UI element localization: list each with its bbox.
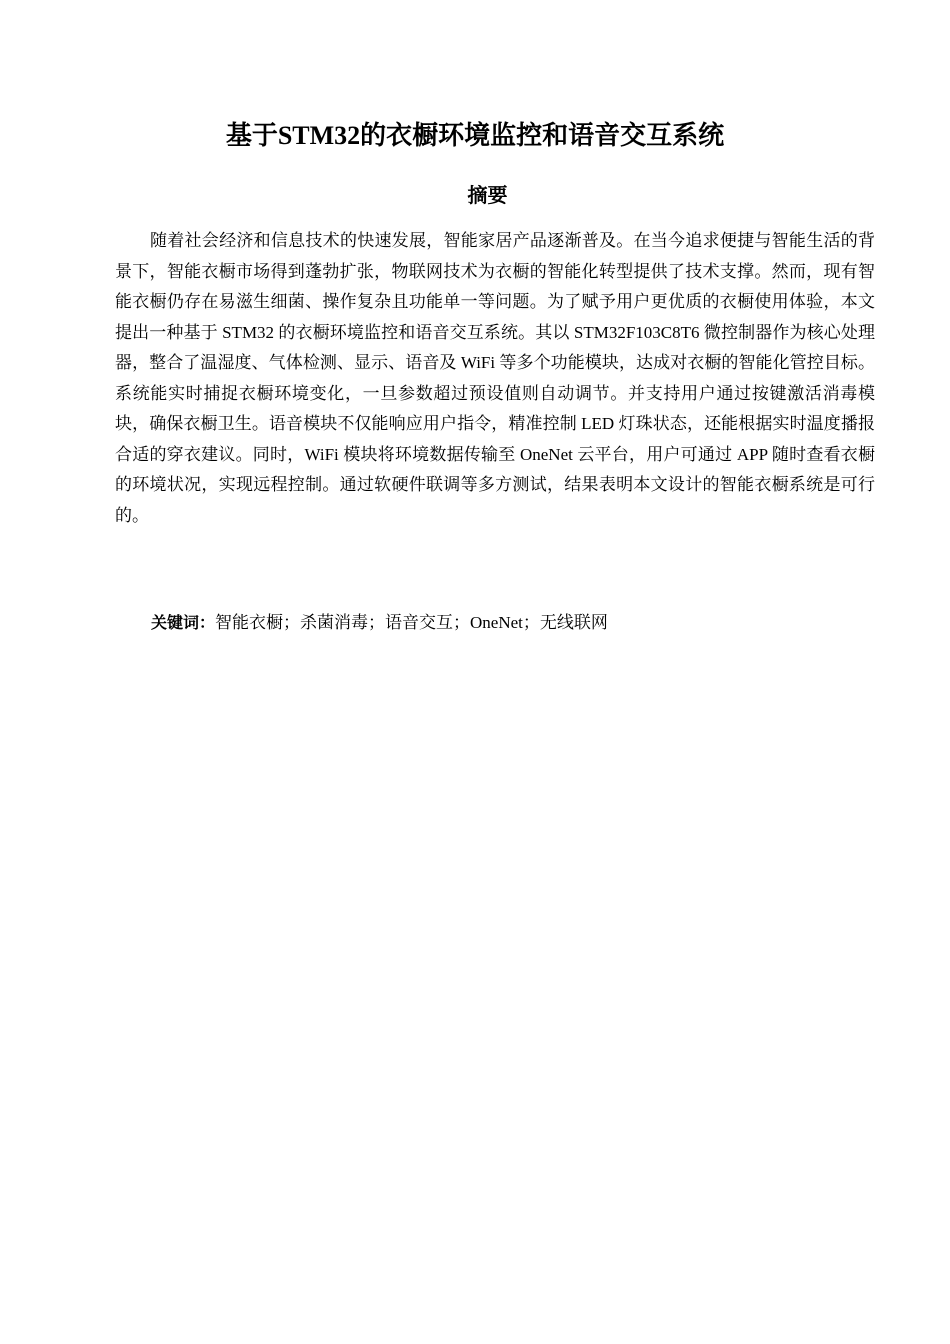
- abstract-heading: 摘要: [467, 183, 508, 207]
- keywords-line: [151, 608, 871, 638]
- abstract-body: 随着社会经济和信息技术的快速发展，智能家居产品逐渐普及。在当今追求便捷与智能生活的背景下，智能衣橱市场得到蓬勃扩张，物联网技术为衣橱的智能化转型提供了技术支撑。然而，现有智能衣橱仍存在易滋生细菌、操作复杂且功能单一等问题。为了赋予用户更优质的衣橱使用体验，本文提出一种基于 STM32 的衣橱环境监控和语音交互系统。其以 STM32F103C8T6 微控制器作为核心处理器，整合了温湿度、气体检测、显示、语音及 WiFi 等多个功能模块，达成对衣橱的智能化管控目标。系统能实时捕捉衣橱环境变化，一旦参数超过预设值则自动调节。并支持用户通过按键激活消毒模块，确保衣橱卫生。语音模块不仅能响应用户指令，精准控制 LED 灯珠状态，还能根据实时温度播报合适的穿衣建议。同时，WiFi 模块将环境数据传输至 OneNet 云平台，用户可通过 APP 随时查看衣橱的环境状况，实现远程控制。通过软硬件联调等多方测试，结果表明本文设计的智能衣橱系统是可行的。: [115, 231, 875, 525]
- keywords-label: 关键词：: [151, 613, 216, 632]
- keywords-value: 智能衣橱；杀菌消毒；语音交互；OneNet；无线联网: [215, 613, 608, 632]
- paper-title: 基于STM32的衣橱环境监控和语音交互系统: [225, 121, 725, 150]
